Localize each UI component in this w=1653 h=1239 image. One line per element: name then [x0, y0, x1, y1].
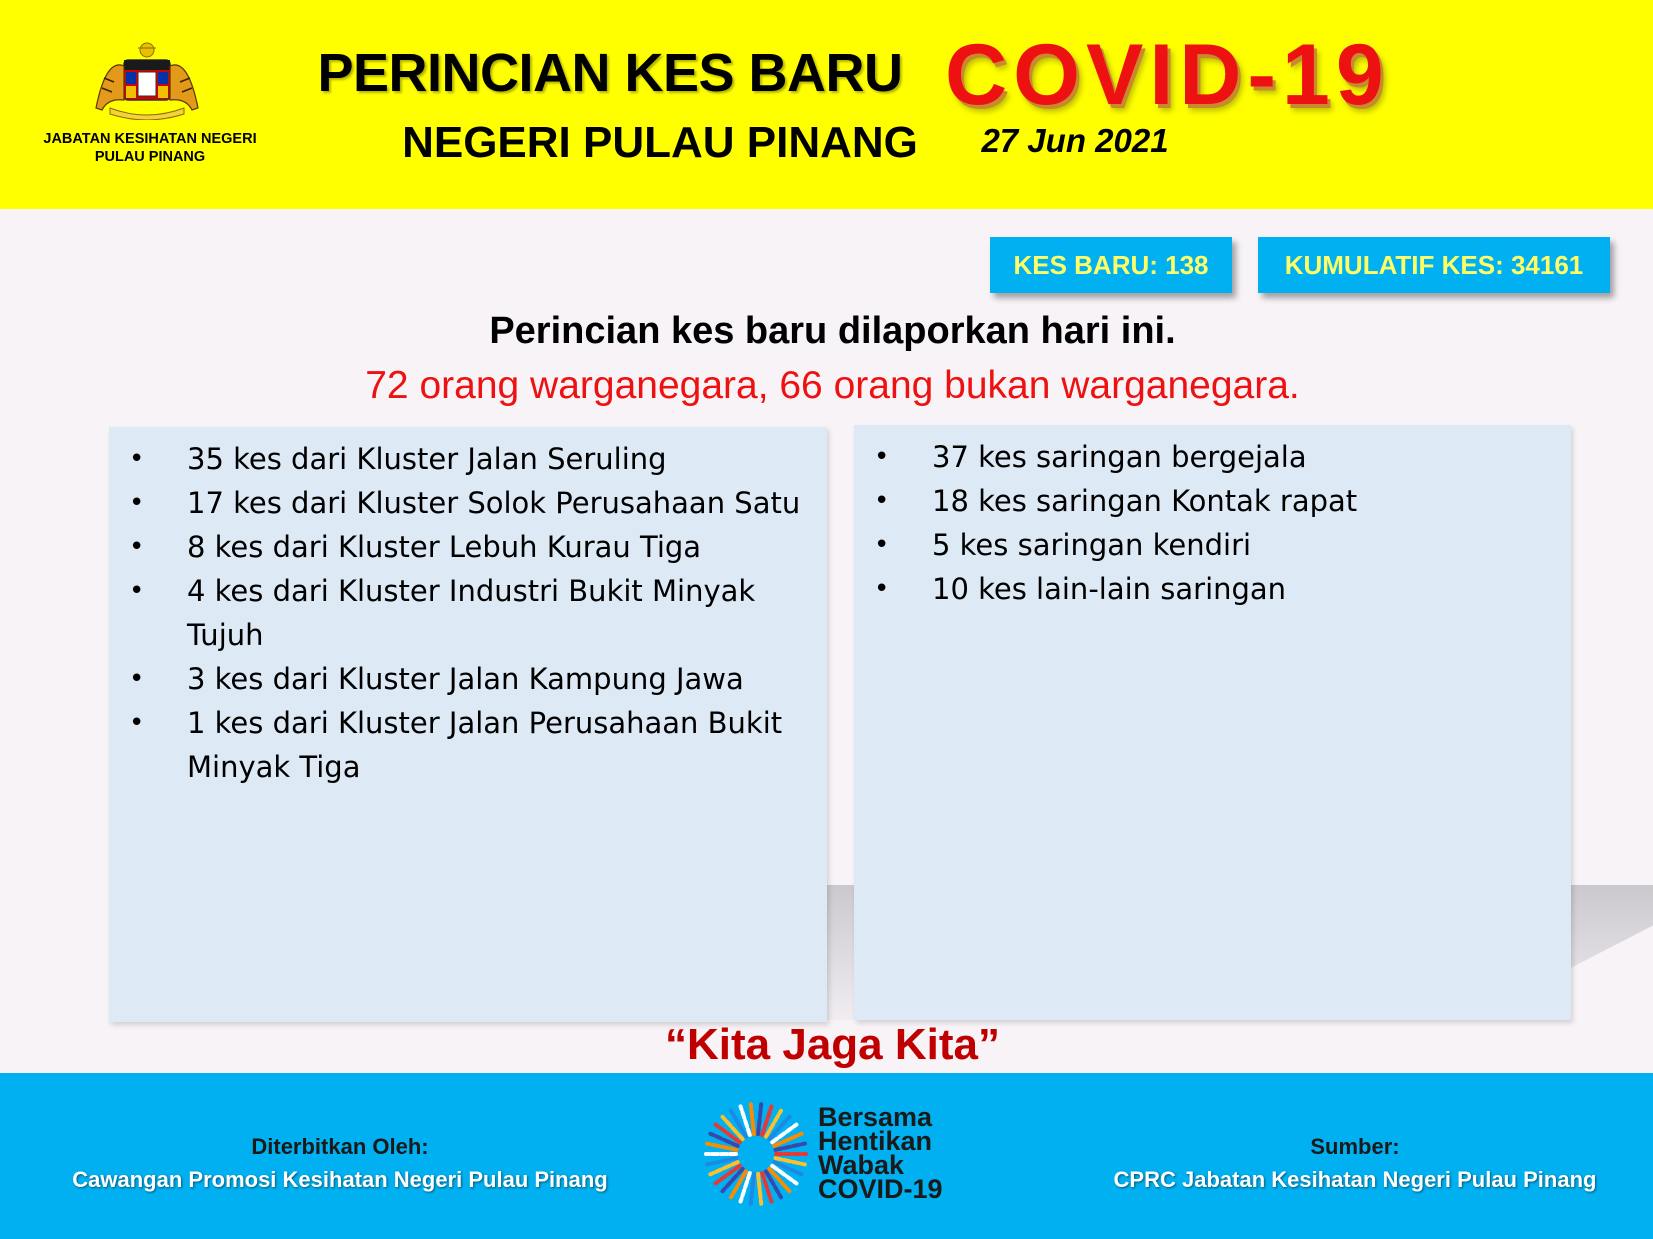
list-item-text: 1 kes dari Kluster Jalan Perusahaan Bukit Minyak Tiga — [187, 706, 783, 784]
list-item — [874, 567, 1554, 611]
list-item-text: 3 kes dari Kluster Jalan Kampung Jawa — [187, 662, 744, 696]
burst-ray — [758, 1104, 761, 1134]
summary-heading: Perincian kes baru dilaporkan hari ini. — [489, 310, 1176, 352]
published-by: Cawangan Promosi Kesihatan Negeri Pulau Pinang — [72, 1167, 608, 1192]
bullet: • — [129, 708, 145, 738]
burst-ray — [758, 1174, 761, 1204]
list-item — [129, 701, 819, 789]
cluster-list — [129, 437, 819, 789]
page-title: PERINCIAN KES BARU — [317, 43, 903, 103]
campaign-line: Bersama — [818, 1102, 933, 1132]
tagline: “Kita Jaga Kita” — [665, 1020, 1000, 1069]
campaign-line: Wabak — [818, 1150, 905, 1180]
list-item-text: 18 kes saringan Kontak rapat — [932, 484, 1358, 518]
list-item — [874, 435, 1554, 479]
screening-list — [874, 435, 1554, 611]
burst-ray — [751, 1174, 754, 1204]
campaign-line: COVID-19 — [818, 1174, 943, 1204]
cumulative-cases-badge: KUMULATIF KES: 34161 — [1258, 237, 1610, 293]
source-text: CPRC Jabatan Kesihatan Negeri Pulau Pinang — [1113, 1167, 1597, 1192]
campaign-line: Hentikan — [818, 1126, 933, 1156]
new-cases-badge: KES BARU: 138 — [990, 237, 1232, 293]
screening-panel — [854, 425, 1571, 1020]
coat-of-arms-icon — [88, 38, 206, 120]
bullet: • — [129, 488, 145, 518]
report-date: 27 Jun 2021 — [981, 122, 1169, 159]
list-item-text: 5 kes saringan kendiri — [932, 528, 1252, 562]
published-by-label: Diterbitkan Oleh: — [251, 1134, 429, 1159]
list-item-text: 37 kes saringan bergejala — [932, 440, 1307, 474]
list-item — [129, 481, 819, 525]
list-item — [129, 525, 819, 569]
bullet: • — [874, 530, 890, 560]
department-name: JABATAN KESIHATAN NEGERI PULAU PINANG — [43, 131, 257, 165]
list-item — [874, 523, 1554, 567]
burst-ray — [751, 1104, 754, 1134]
citizenship-breakdown: 72 orang warganegara, 66 orang bukan warganegara. — [365, 364, 1300, 407]
list-item-text: 17 kes dari Kluster Solok Perusahaan Satu — [187, 486, 801, 520]
bullet: • — [874, 442, 890, 472]
state-title: NEGERI PULAU PINANG — [402, 118, 918, 167]
header-banner — [0, 0, 1653, 209]
list-item — [129, 657, 819, 701]
cluster-panel — [109, 427, 827, 1022]
bullet: • — [874, 574, 890, 604]
list-item — [129, 437, 819, 481]
bullet: • — [129, 576, 145, 606]
list-item-text: 4 kes dari Kluster Industri Bukit Minyak Tujuh — [187, 574, 756, 652]
list-item — [874, 479, 1554, 523]
bullet: • — [874, 486, 890, 516]
source-label: Sumber: — [1310, 1134, 1400, 1159]
bullet: • — [129, 532, 145, 562]
covid-title: COVID-19 — [945, 27, 1390, 123]
campaign-burst-logo-icon — [700, 1098, 812, 1210]
list-item-text: 10 kes lain-lain saringan — [932, 572, 1287, 606]
bullet: • — [129, 444, 145, 474]
campaign-slogan — [818, 1102, 998, 1204]
list-item-text: 35 kes dari Kluster Jalan Seruling — [187, 442, 667, 476]
bullet: • — [129, 664, 145, 694]
list-item — [129, 569, 819, 657]
list-item-text: 8 kes dari Kluster Lebuh Kurau Tiga — [187, 530, 702, 564]
